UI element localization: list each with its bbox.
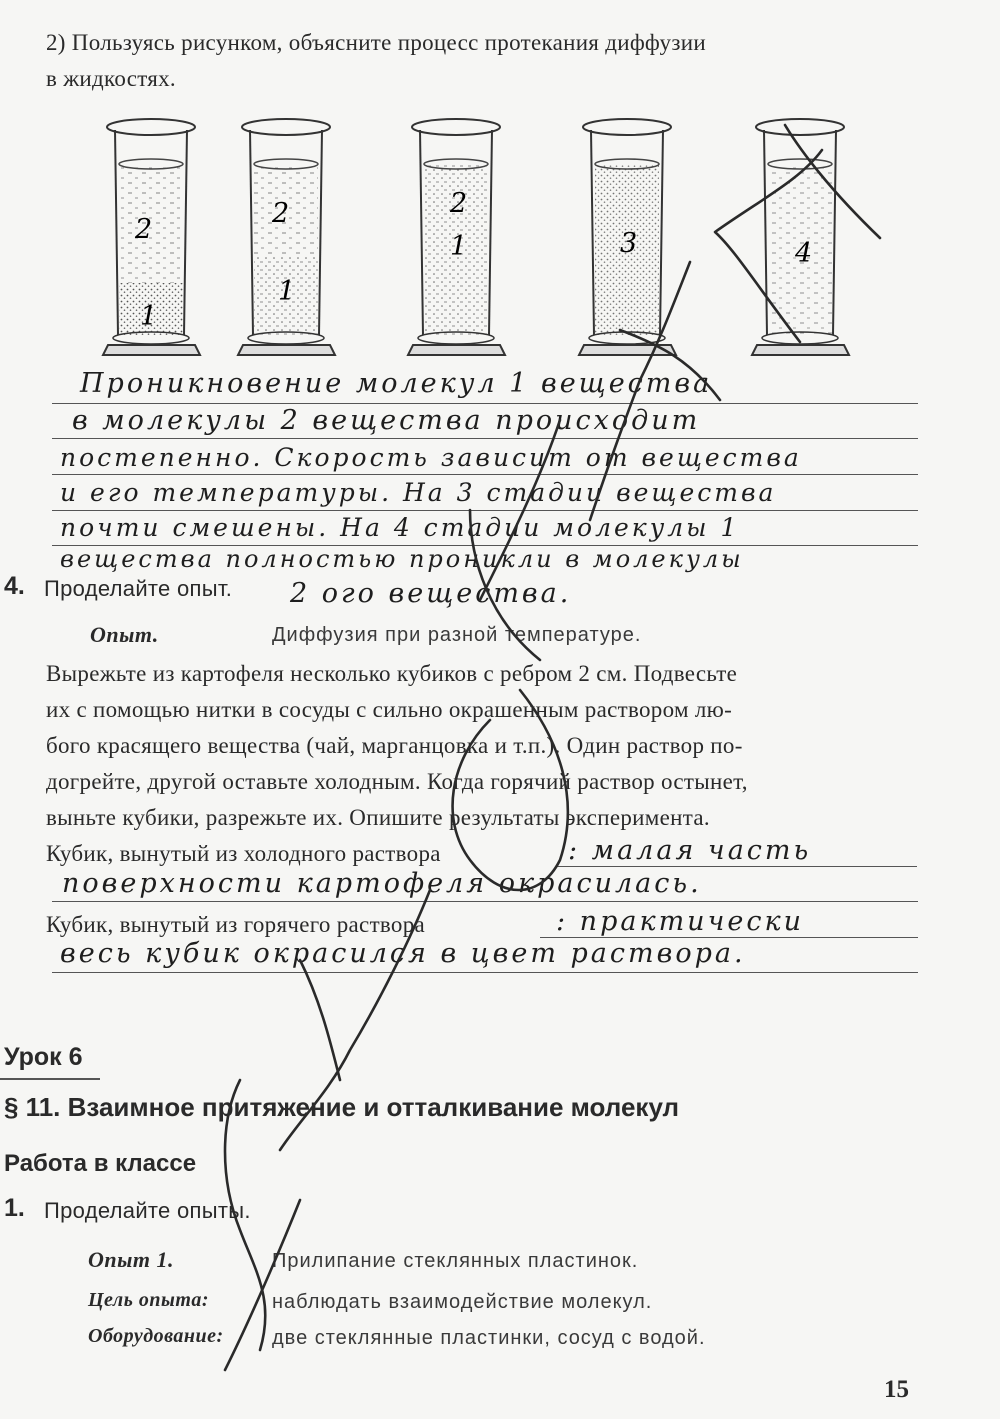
- cyl1-bottom-label: 1: [140, 301, 161, 332]
- hot-cube-answer-1: : практически: [556, 906, 804, 937]
- diffusion-cylinders-illustration: [0, 0, 1000, 380]
- cold-cube-label: Кубик, вынутый из холодного раствора: [46, 841, 441, 866]
- task4-number: 4.: [4, 572, 25, 600]
- cold-cube-answer-2: поверхности картофеля окрасилась.: [62, 868, 702, 899]
- lesson-title: Урок 6: [4, 1043, 83, 1071]
- answer-rule: [52, 438, 918, 439]
- page-number: 15: [884, 1376, 909, 1403]
- lesson-title-underline: [0, 1078, 100, 1080]
- answer-rule: [555, 866, 917, 867]
- answer-rule: [52, 474, 918, 475]
- answer2-line-7: 2 ого вещества.: [290, 578, 572, 609]
- answer-rule: [52, 403, 918, 404]
- task1-goal-value: наблюдать взаимодействие молекул.: [272, 1291, 653, 1313]
- task1-equipment-label: Оборудование:: [88, 1325, 224, 1347]
- task4-instruction-3: бого красящего вещества (чай, марганцовка и т.п.). Один раствор по-: [46, 733, 743, 758]
- task1-number: 1.: [4, 1194, 25, 1222]
- task2-question-continued: в жидкостях.: [46, 66, 176, 91]
- subsection-heading: Работа в классе: [4, 1150, 197, 1177]
- answer-rule: [52, 510, 918, 511]
- cyl4-label: 3: [620, 228, 641, 259]
- task1-experiment-value: Прилипание стеклянных пластинок.: [272, 1250, 639, 1272]
- answer2-line-4: и его температуры. На 3 стадии вещества: [60, 478, 777, 507]
- cold-cube-answer-1: : малая часть: [568, 835, 812, 866]
- task4-experiment-label: Опыт.: [90, 622, 159, 647]
- task4-instruction-4: догрейте, другой оставьте холодным. Когда горячий раствор остынет,: [46, 769, 748, 794]
- task4-instruction-1: Вырежьте из картофеля несколько кубиков с ребром 2 см. Подвесьте: [46, 661, 738, 686]
- cylinder-5: [752, 119, 849, 355]
- section-heading: § 11. Взаимное притяжение и отталкивание молекул: [4, 1092, 680, 1122]
- task4-instruction-5: выньте кубики, разрежьте их. Опишите результаты эксперимента.: [46, 805, 710, 830]
- cyl2-bottom-label: 1: [278, 276, 299, 307]
- task1-goal-label: Цель опыта:: [88, 1289, 210, 1311]
- task4-text: Проделайте опыт.: [44, 576, 233, 601]
- cyl3-top-label: 2: [450, 188, 471, 219]
- task2-question: 2) Пользуясь рисунком, объясните процесс протекания диффузии: [46, 30, 706, 55]
- task4-instruction-2: их с помощью нитки в сосуды с сильно окрашенным раствором лю-: [46, 697, 733, 722]
- answer2-line-5: почти смешены. На 4 стадии молекулы 1: [60, 513, 740, 542]
- answer2-line-1: Проникновение молекул 1 вещества: [80, 368, 713, 399]
- answer2-line-2: в молекулы 2 вещества происходит: [72, 405, 701, 436]
- cyl5-label: 4: [795, 238, 816, 269]
- cylinder-2: [238, 119, 335, 355]
- cyl2-top-label: 2: [272, 198, 293, 229]
- hot-cube-label: Кубик, вынутый из горячего раствора: [46, 912, 426, 937]
- answer2-line-6: вещества полностью проникли в молекулы: [60, 545, 744, 573]
- cyl1-top-label: 2: [135, 214, 156, 245]
- answer-rule: [52, 901, 918, 902]
- task1-equipment-value: две стеклянные пластинки, сосуд с водой.: [272, 1327, 706, 1349]
- answer2-line-3: постепенно. Скорость зависит от вещества: [60, 443, 802, 472]
- task4-experiment-title: Диффузия при разной температуре.: [272, 624, 642, 646]
- task1-text: Проделайте опыты.: [44, 1198, 251, 1223]
- hot-cube-answer-2: весь кубик окрасился в цвет раствора.: [60, 938, 746, 969]
- cyl3-bottom-label: 1: [450, 231, 471, 262]
- task1-experiment-label: Опыт 1.: [88, 1247, 174, 1272]
- answer-rule: [52, 972, 918, 973]
